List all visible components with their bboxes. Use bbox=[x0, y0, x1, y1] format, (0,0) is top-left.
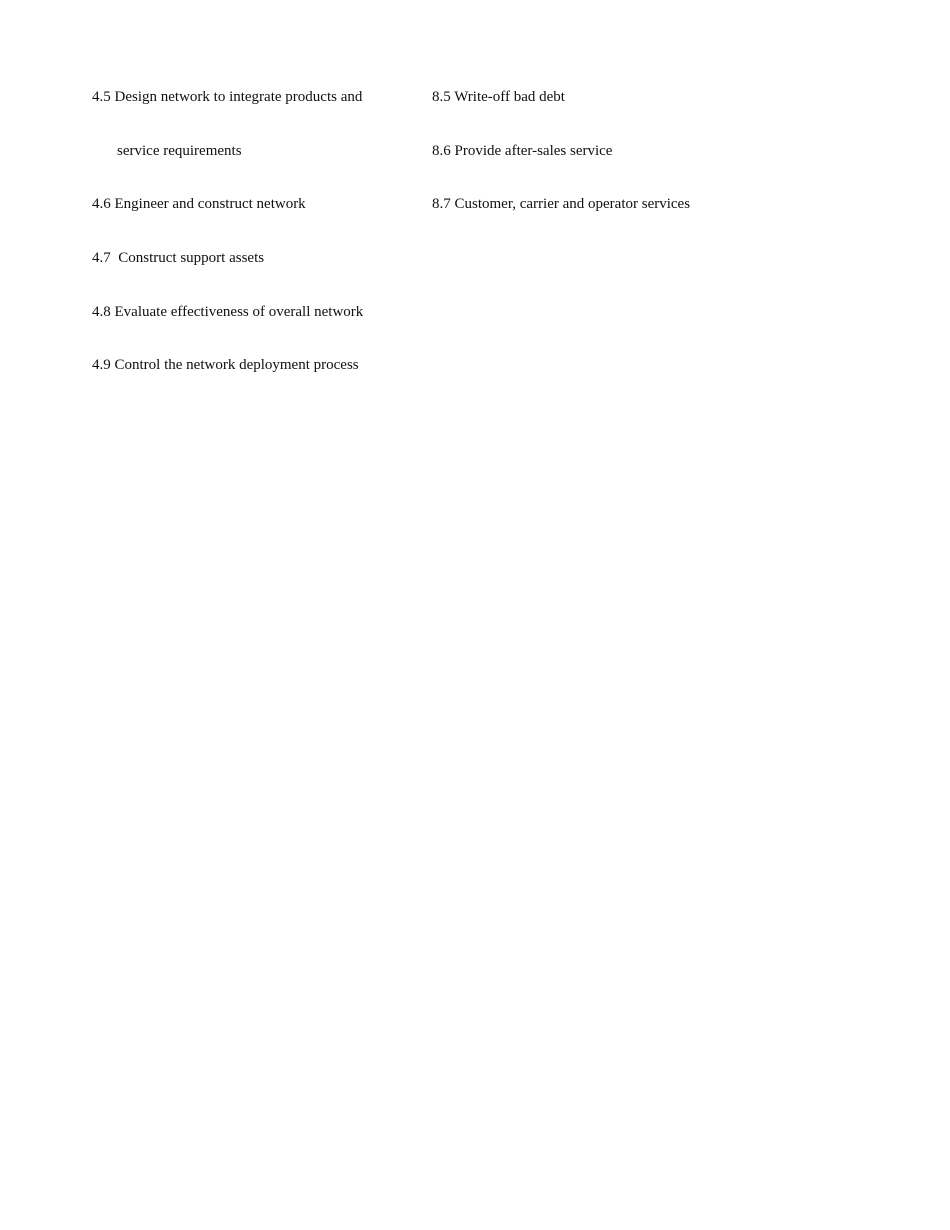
list-item-4-5-continuation: service requirements bbox=[117, 142, 242, 159]
list-item-4-7: 4.7 Construct support assets bbox=[92, 250, 265, 267]
list-item-8-5: 8.5 Write-off bad debt bbox=[432, 89, 565, 105]
left-column bbox=[92, 86, 412, 408]
right-column bbox=[432, 86, 852, 247]
list-item-8-6: 8.6 Provide after-sales service bbox=[432, 142, 613, 159]
list-item-4-6: 4.6 Engineer and construct network bbox=[92, 196, 306, 213]
list-item-4-5: 4.5 Design network to integrate products and bbox=[92, 89, 363, 105]
list-item-4-8: 4.8 Evaluate effectiveness of overall network bbox=[92, 303, 364, 320]
list-item-8-7: 8.7 Customer, carrier and operator services bbox=[432, 196, 691, 213]
list-item-4-9: 4.9 Control the network deployment process bbox=[92, 357, 359, 374]
